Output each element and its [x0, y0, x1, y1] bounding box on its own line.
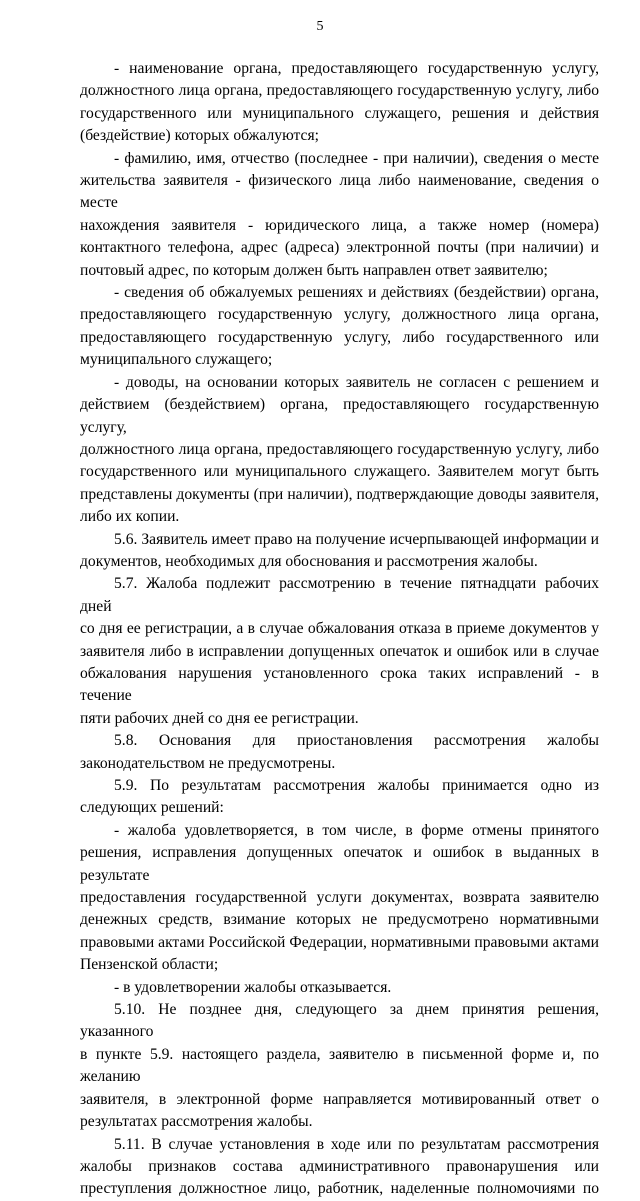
paragraph-line: нахождения заявителя - юридического лица, а также номер (номера)	[80, 216, 599, 234]
paragraph-line: правовыми актами Российской Федерации, нормативными правовыми актами	[80, 933, 599, 951]
paragraph-line: жалобы признаков состава административного правонарушения или	[80, 1157, 599, 1175]
paragraph-line: в пункте 5.9. настоящего раздела, заявителю в письменной форме и, по желанию	[80, 1045, 599, 1086]
paragraph-line: должностного лица органа, предоставляющего государственную услугу, либо	[80, 82, 599, 100]
paragraph-line: 5.6. Заявитель имеет право на получение исчерпывающей информации и	[114, 530, 599, 548]
paragraph-line: - доводы, на основании которых заявитель не согласен с решением и	[114, 373, 599, 391]
paragraph-line: государственного или муниципального служащего, решения и действия	[80, 104, 599, 122]
paragraph-line: следующих решений:	[80, 799, 224, 817]
paragraph	[80, 1134, 599, 1201]
paragraph	[80, 529, 599, 574]
paragraph	[80, 282, 599, 372]
paragraph-line: - в удовлетворении жалобы отказывается.	[114, 978, 392, 996]
paragraph-line: предоставления государственной услуги документах, возврата заявителю	[80, 889, 599, 907]
paragraph-line: действием (бездействием) органа, предоставляющего государственную услугу,	[80, 396, 599, 436]
paragraph-line: предоставляющего государственную услугу, либо государственного или	[80, 328, 599, 346]
paragraph-line: 5.11. В случае установления в ходе или по результатам рассмотрения	[114, 1135, 599, 1153]
paragraph-line: 5.8. Основания для приостановления рассмотрения жалобы	[114, 732, 599, 750]
document-body	[80, 58, 599, 1201]
paragraph-line: заявителя, в электронной форме направляется мотивированный ответ о	[80, 1090, 599, 1108]
paragraph-line: со дня ее регистрации, а в случае обжалования отказа в приеме документов у	[80, 620, 599, 638]
paragraph	[80, 148, 599, 282]
paragraph	[80, 775, 599, 820]
paragraph-line: почтовый адрес, по которым должен быть направлен ответ заявителю;	[80, 261, 548, 279]
paragraph-line: - жалоба удовлетворяется, в том числе, в форме отмены принятого	[114, 821, 599, 839]
paragraph-line: - фамилию, имя, отчество (последнее - при наличии), сведения о месте	[114, 149, 599, 167]
paragraph-line: (бездействие) которых обжалуются;	[80, 127, 319, 145]
paragraph-line: пяти рабочих дней со дня ее регистрации.	[80, 709, 359, 727]
paragraph	[80, 58, 599, 148]
paragraph-line: контактного телефона, адрес (адреса) электронной почты (при наличии) и	[80, 239, 599, 257]
paragraph	[80, 730, 599, 775]
paragraph-line: либо их копии.	[80, 508, 180, 526]
paragraph-line: преступления должностное лицо, работник, наделенные полномочиями по	[80, 1180, 599, 1198]
paragraph	[80, 977, 599, 999]
paragraph-line: муниципального служащего;	[80, 351, 273, 369]
paragraph-line: документов, необходимых для обоснования и рассмотрения жалобы.	[80, 552, 538, 570]
paragraph-line: законодательством не предусмотрены.	[80, 754, 336, 772]
paragraph-line: жительства заявителя - физического лица либо наименование, сведения о месте	[80, 172, 599, 212]
paragraph-line: - сведения об обжалуемых решениях и действиях (бездействии) органа,	[114, 284, 599, 302]
paragraph-line: Пензенской области;	[80, 956, 219, 974]
page-number: 5	[316, 19, 324, 34]
paragraph-line: предоставляющего государственную услугу, должностного лица органа,	[80, 306, 599, 324]
paragraph-line: решения, исправления допущенных опечаток и ошибок в выданных в результате	[80, 844, 599, 884]
paragraph	[80, 999, 599, 1133]
paragraph	[80, 573, 599, 730]
paragraph-line: 5.10. Не позднее дня, следующего за днем принятия решения, указанного	[80, 1001, 599, 1041]
paragraph	[80, 820, 599, 977]
paragraph-line: результатах рассмотрения жалобы.	[80, 1113, 313, 1131]
paragraph-line: - наименование органа, предоставляющего государственную услугу,	[114, 60, 599, 77]
paragraph-line: обжалования нарушения установленного срока таких исправлений - в течение	[80, 664, 599, 705]
paragraph-line: заявителя либо в исправлении допущенных опечаток и ошибок или в случае	[80, 642, 599, 660]
paragraph	[80, 372, 599, 529]
paragraph-line: должностного лица органа, предоставляющего государственную услугу, либо	[80, 440, 599, 458]
paragraph-line: представлены документы (при наличии), подтверждающие доводы заявителя,	[80, 485, 599, 503]
paragraph-line: 5.7. Жалоба подлежит рассмотрению в течение пятнадцати рабочих дней	[80, 575, 599, 615]
paragraph-line: денежных средств, взимание которых не предусмотрено нормативными	[80, 911, 599, 929]
paragraph-line: государственного или муниципального служащего. Заявителем могут быть	[80, 463, 599, 481]
paragraph-line: 5.9. По результатам рассмотрения жалобы принимается одно из	[114, 777, 599, 794]
